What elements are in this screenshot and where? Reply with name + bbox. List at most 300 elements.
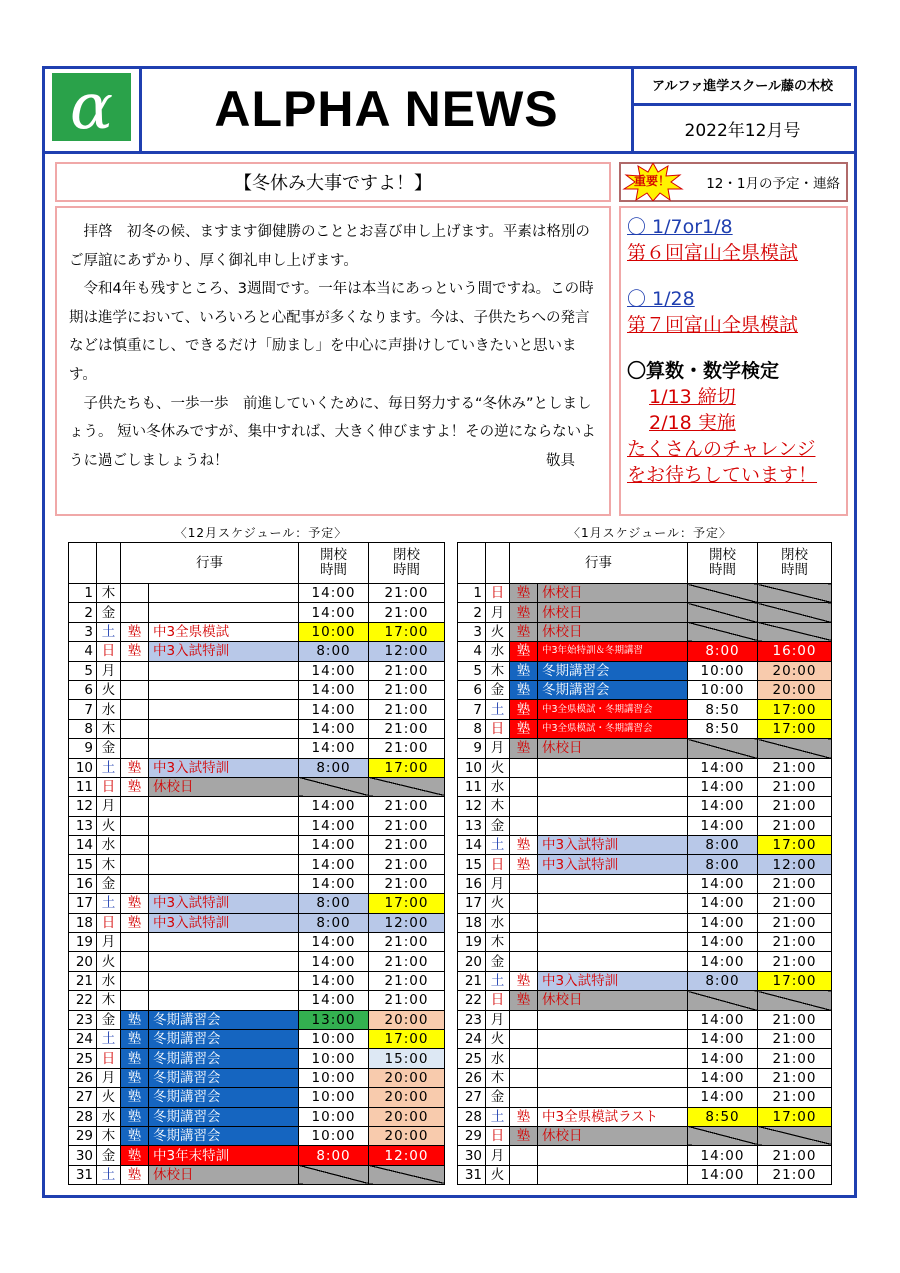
juku-cell [510, 1049, 538, 1068]
event-cell: 休校日 [149, 1165, 299, 1184]
open-time-cell: 10:00 [299, 1088, 369, 1107]
event-cell [538, 1088, 688, 1107]
table-row [69, 1068, 445, 1087]
table-row [458, 680, 832, 699]
table-row [458, 1165, 832, 1184]
close-time-cell: 21:00 [369, 952, 445, 971]
close-time-cell: 17:00 [758, 1107, 832, 1126]
weekday-cell: 木 [486, 933, 510, 952]
math-test-deadline: 1/13 締切 [649, 386, 736, 408]
day-cell: 5 [69, 661, 97, 680]
weekday-cell: 日 [486, 584, 510, 603]
spacer [627, 338, 840, 358]
close-time-cell: 21:00 [758, 1088, 832, 1107]
weekday-cell: 月 [486, 874, 510, 893]
important-badge: 重要！ [633, 174, 670, 188]
juku-cell [121, 816, 149, 835]
weekday-cell: 水 [97, 971, 121, 990]
weekday-cell: 月 [97, 661, 121, 680]
close-time-cell: 21:00 [369, 933, 445, 952]
weekday-cell: 月 [97, 1068, 121, 1087]
exam-name-1: 第６回富山全県模試 [627, 242, 799, 264]
weekday-cell: 火 [97, 816, 121, 835]
announcement-body [55, 206, 611, 516]
event-cell: 中3入試特訓 [538, 855, 688, 874]
close-time-cell: 21:00 [758, 1029, 832, 1048]
day-cell: 15 [69, 855, 97, 874]
juku-cell: 塾 [510, 991, 538, 1010]
weekday-cell: 月 [97, 933, 121, 952]
close-time-cell: 12:00 [758, 855, 832, 874]
event-cell [149, 719, 299, 738]
event-cell [538, 797, 688, 816]
event-cell: 休校日 [538, 622, 688, 641]
juku-cell: 塾 [121, 1010, 149, 1029]
header-open-line2: 時間 [709, 562, 736, 578]
announcement-paragraph-3 [69, 390, 597, 476]
day-cell: 16 [69, 874, 97, 893]
day-cell: 25 [458, 1049, 486, 1068]
weekday-cell: 日 [486, 855, 510, 874]
open-time-cell: 14:00 [688, 758, 758, 777]
weekday-cell: 火 [486, 1165, 510, 1184]
event-cell: 中3入試特訓 [538, 971, 688, 990]
weekday-cell: 水 [486, 777, 510, 796]
table-row [458, 584, 832, 603]
december-rows [69, 584, 445, 1185]
close-time-cell: 21:00 [369, 739, 445, 758]
table-row [69, 642, 445, 661]
header-close [369, 543, 445, 584]
open-time-cell: 14:00 [688, 797, 758, 816]
january-schedule-table [457, 542, 832, 1185]
juku-cell: 塾 [121, 622, 149, 641]
event-cell [149, 933, 299, 952]
juku-cell [121, 874, 149, 893]
close-time-cell: 21:00 [758, 816, 832, 835]
open-time-cell: 14:00 [299, 836, 369, 855]
weekday-cell: 土 [486, 1107, 510, 1126]
close-time-cell: 21:00 [758, 933, 832, 952]
event-cell [149, 797, 299, 816]
open-time-cell: 14:00 [688, 1049, 758, 1068]
weekday-cell: 金 [486, 680, 510, 699]
day-cell: 17 [69, 894, 97, 913]
header-close-line2: 時間 [781, 562, 808, 578]
weekday-cell: 土 [486, 700, 510, 719]
table-row [458, 855, 832, 874]
weekday-cell: 水 [486, 642, 510, 661]
weekday-cell: 火 [486, 622, 510, 641]
close-time-cell: 21:00 [369, 719, 445, 738]
juku-cell [510, 816, 538, 835]
logo-cell [42, 66, 142, 151]
close-time-cell: 20:00 [369, 1107, 445, 1126]
open-time-cell: 10:00 [299, 1029, 369, 1048]
day-cell: 4 [69, 642, 97, 661]
day-cell: 14 [458, 836, 486, 855]
open-time-cell: 14:00 [299, 797, 369, 816]
announcement-title: 【冬休み大事ですよ！】 [55, 162, 611, 202]
day-cell: 27 [458, 1088, 486, 1107]
announcement-paragraph-2: 令和4年も残すところ、3週間です。一年は本当にあっという間ですね。この時期は進学において、いろいろと心配事が多くなります。今は、子供たちへの発言などは慎重にし、できるだけ「励まし」を中心に声掛けしていきたいと思います。 [69, 281, 594, 383]
day-cell: 7 [458, 700, 486, 719]
header-close-line2: 時間 [393, 562, 420, 578]
open-time-cell: 8:00 [299, 894, 369, 913]
table-row [458, 1010, 832, 1029]
close-time-cell [369, 1165, 445, 1184]
close-time-cell: 17:00 [758, 719, 832, 738]
juku-cell: 塾 [510, 642, 538, 661]
table-row [458, 739, 832, 758]
juku-cell: 塾 [510, 1126, 538, 1145]
event-cell: 中3全県模試 [149, 622, 299, 641]
event-cell [149, 991, 299, 1010]
event-cell [149, 971, 299, 990]
header-weekday [97, 543, 121, 584]
close-time-cell: 21:00 [369, 816, 445, 835]
juku-cell [121, 603, 149, 622]
header [42, 66, 857, 154]
event-cell: 冬期講習会 [149, 1049, 299, 1068]
juku-cell: 塾 [121, 1088, 149, 1107]
event-cell [538, 952, 688, 971]
event-cell [538, 913, 688, 932]
weekday-cell: 土 [97, 622, 121, 641]
juku-cell: 塾 [121, 1029, 149, 1048]
table-row [69, 661, 445, 680]
day-cell: 10 [69, 758, 97, 777]
table-row [458, 971, 832, 990]
day-cell: 17 [458, 894, 486, 913]
event-cell: 冬期講習会 [538, 661, 688, 680]
table-row [458, 622, 832, 641]
juku-cell: 塾 [121, 1165, 149, 1184]
table-row [69, 1088, 445, 1107]
juku-cell: 塾 [510, 1107, 538, 1126]
open-time-cell: 14:00 [299, 603, 369, 622]
juku-cell: 塾 [121, 642, 149, 661]
event-cell: 休校日 [538, 991, 688, 1010]
event-cell [538, 1068, 688, 1087]
day-cell: 24 [69, 1029, 97, 1048]
day-cell: 11 [458, 777, 486, 796]
juku-cell [510, 1165, 538, 1184]
table-row [458, 797, 832, 816]
event-cell [149, 661, 299, 680]
event-cell: 休校日 [538, 584, 688, 603]
open-time-cell: 8:00 [688, 855, 758, 874]
weekday-cell: 日 [97, 777, 121, 796]
open-time-cell: 14:00 [299, 816, 369, 835]
table-row [69, 777, 445, 796]
juku-cell: 塾 [510, 603, 538, 622]
table-header-row [458, 543, 832, 584]
open-time-cell: 14:00 [688, 933, 758, 952]
close-time-cell: 17:00 [369, 758, 445, 777]
day-cell: 12 [458, 797, 486, 816]
table-row [69, 913, 445, 932]
juku-cell: 塾 [510, 719, 538, 738]
event-cell [538, 1010, 688, 1029]
close-time-cell [758, 584, 832, 603]
close-time-cell: 21:00 [758, 952, 832, 971]
weekday-cell: 木 [486, 661, 510, 680]
day-cell: 13 [458, 816, 486, 835]
weekday-cell: 土 [97, 758, 121, 777]
close-time-cell: 21:00 [758, 758, 832, 777]
day-cell: 16 [458, 874, 486, 893]
table-row [69, 1107, 445, 1126]
math-test-date: 2/18 実施 [649, 412, 736, 434]
open-time-cell: 14:00 [688, 874, 758, 893]
weekday-cell: 金 [97, 1146, 121, 1165]
table-row [69, 622, 445, 641]
table-row [69, 719, 445, 738]
juku-cell [510, 952, 538, 971]
close-time-cell: 12:00 [369, 1146, 445, 1165]
event-cell: 休校日 [149, 777, 299, 796]
weekday-cell: 金 [97, 739, 121, 758]
weekday-cell: 日 [486, 719, 510, 738]
open-time-cell: 10:00 [299, 1049, 369, 1068]
event-cell [538, 1049, 688, 1068]
weekday-cell: 日 [97, 913, 121, 932]
close-time-cell: 20:00 [758, 680, 832, 699]
close-time-cell: 17:00 [369, 1029, 445, 1048]
juku-cell [510, 933, 538, 952]
juku-cell: 塾 [121, 758, 149, 777]
event-cell [149, 700, 299, 719]
event-cell: 中3入試特訓 [149, 642, 299, 661]
table-row [458, 603, 832, 622]
open-time-cell: 14:00 [299, 933, 369, 952]
event-cell [149, 836, 299, 855]
day-cell: 23 [458, 1010, 486, 1029]
weekday-cell: 水 [97, 836, 121, 855]
open-time-cell: 14:00 [299, 680, 369, 699]
weekday-cell: 木 [97, 719, 121, 738]
sidebar-body [619, 206, 848, 516]
open-time-cell [688, 739, 758, 758]
event-cell: 休校日 [538, 1126, 688, 1145]
juku-cell: 塾 [121, 1146, 149, 1165]
day-cell: 7 [69, 700, 97, 719]
close-time-cell: 21:00 [758, 1165, 832, 1184]
math-test-note-1: たくさんのチャレンジ [627, 438, 816, 460]
juku-cell: 塾 [121, 1068, 149, 1087]
close-time-cell: 21:00 [758, 913, 832, 932]
open-time-cell [299, 777, 369, 796]
open-time-cell: 14:00 [688, 1068, 758, 1087]
open-time-cell: 14:00 [299, 874, 369, 893]
open-time-cell: 10:00 [299, 1068, 369, 1087]
header-close-line1: 閉校 [393, 547, 420, 563]
weekday-cell: 木 [486, 1068, 510, 1087]
event-cell [538, 758, 688, 777]
close-time-cell: 21:00 [369, 836, 445, 855]
close-time-cell: 21:00 [369, 991, 445, 1010]
close-time-cell: 21:00 [758, 1146, 832, 1165]
close-time-cell: 16:00 [758, 642, 832, 661]
juku-cell [510, 1029, 538, 1048]
juku-cell: 塾 [121, 1126, 149, 1145]
open-time-cell: 14:00 [688, 913, 758, 932]
event-cell: 中3入試特訓 [149, 758, 299, 777]
open-time-cell: 14:00 [299, 719, 369, 738]
open-time-cell: 10:00 [299, 1126, 369, 1145]
event-cell [149, 739, 299, 758]
weekday-cell: 水 [486, 1049, 510, 1068]
table-row [458, 719, 832, 738]
table-row [458, 894, 832, 913]
juku-cell: 塾 [121, 1107, 149, 1126]
table-row [458, 816, 832, 835]
juku-cell [121, 933, 149, 952]
event-cell [538, 1165, 688, 1184]
juku-cell [510, 758, 538, 777]
weekday-cell: 金 [486, 952, 510, 971]
open-time-cell [299, 1165, 369, 1184]
day-cell: 2 [69, 603, 97, 622]
open-time-cell: 8:00 [688, 836, 758, 855]
juku-cell: 塾 [121, 777, 149, 796]
day-cell: 2 [458, 603, 486, 622]
close-time-cell: 12:00 [369, 913, 445, 932]
day-cell: 21 [69, 971, 97, 990]
header-weekday [486, 543, 510, 584]
open-time-cell: 14:00 [688, 816, 758, 835]
table-row [69, 797, 445, 816]
day-cell: 29 [69, 1126, 97, 1145]
close-time-cell: 21:00 [369, 855, 445, 874]
weekday-cell: 火 [486, 758, 510, 777]
event-cell: 中3入試特訓 [149, 913, 299, 932]
header-day [69, 543, 97, 584]
close-time-cell [758, 739, 832, 758]
day-cell: 9 [458, 739, 486, 758]
close-time-cell: 12:00 [369, 642, 445, 661]
day-cell: 10 [458, 758, 486, 777]
weekday-cell: 火 [97, 952, 121, 971]
day-cell: 27 [69, 1088, 97, 1107]
weekday-cell: 土 [97, 1029, 121, 1048]
open-time-cell: 14:00 [299, 991, 369, 1010]
header-close [758, 543, 832, 584]
open-time-cell: 14:00 [299, 971, 369, 990]
table-row [458, 661, 832, 680]
event-cell [538, 1029, 688, 1048]
juku-cell [121, 836, 149, 855]
table-row [69, 700, 445, 719]
day-cell: 1 [458, 584, 486, 603]
weekday-cell: 火 [486, 1029, 510, 1048]
day-cell: 19 [69, 933, 97, 952]
juku-cell: 塾 [121, 894, 149, 913]
event-cell [538, 874, 688, 893]
close-time-cell [758, 603, 832, 622]
table-row [458, 1068, 832, 1087]
event-cell [149, 680, 299, 699]
event-cell [538, 1146, 688, 1165]
juku-cell: 塾 [510, 622, 538, 641]
weekday-cell: 土 [97, 894, 121, 913]
closing-word: 敬具 [546, 452, 575, 469]
close-time-cell: 21:00 [369, 971, 445, 990]
weekday-cell: 日 [97, 1049, 121, 1068]
table-row [458, 1088, 832, 1107]
spacer [627, 266, 840, 286]
weekday-cell: 土 [486, 971, 510, 990]
table-row [69, 758, 445, 777]
close-time-cell: 20:00 [369, 1088, 445, 1107]
weekday-cell: 月 [486, 739, 510, 758]
close-time-cell: 17:00 [369, 894, 445, 913]
weekday-cell: 月 [486, 603, 510, 622]
day-cell: 24 [458, 1029, 486, 1048]
juku-cell [121, 719, 149, 738]
event-cell [149, 952, 299, 971]
table-row [458, 913, 832, 932]
close-time-cell: 17:00 [758, 836, 832, 855]
weekday-cell: 金 [97, 1010, 121, 1029]
table-row [458, 991, 832, 1010]
juku-cell: 塾 [510, 584, 538, 603]
open-time-cell: 10:00 [299, 1107, 369, 1126]
event-cell: 中3全県模試・冬期講習会 [538, 700, 688, 719]
open-time-cell: 13:00 [299, 1010, 369, 1029]
day-cell: 19 [458, 933, 486, 952]
weekday-cell: 水 [97, 1107, 121, 1126]
day-cell: 28 [458, 1107, 486, 1126]
weekday-cell: 金 [97, 874, 121, 893]
juku-cell [121, 952, 149, 971]
close-time-cell: 21:00 [758, 1010, 832, 1029]
juku-cell: 塾 [121, 913, 149, 932]
open-time-cell: 14:00 [299, 700, 369, 719]
close-time-cell: 21:00 [369, 584, 445, 603]
event-cell: 冬期講習会 [149, 1126, 299, 1145]
close-time-cell: 21:00 [369, 661, 445, 680]
table-row [69, 1146, 445, 1165]
table-row [458, 874, 832, 893]
day-cell: 11 [69, 777, 97, 796]
table-row [458, 1126, 832, 1145]
juku-cell [510, 1146, 538, 1165]
open-time-cell: 14:00 [688, 952, 758, 971]
exam-name-2: 第７回富山全県模試 [627, 314, 799, 336]
open-time-cell: 14:00 [688, 1029, 758, 1048]
january-rows [458, 584, 832, 1185]
open-time-cell: 10:00 [688, 661, 758, 680]
school-name: アルファ進学スクール藤の木校 [634, 66, 851, 106]
event-cell [149, 816, 299, 835]
juku-cell [121, 680, 149, 699]
title-cell [142, 66, 634, 151]
open-time-cell: 14:00 [688, 1088, 758, 1107]
header-open [299, 543, 369, 584]
table-row [69, 816, 445, 835]
open-time-cell: 8:00 [299, 1146, 369, 1165]
event-cell: 冬期講習会 [149, 1010, 299, 1029]
juku-cell [121, 797, 149, 816]
day-cell: 18 [458, 913, 486, 932]
event-cell: 中3入試特訓 [149, 894, 299, 913]
exam-date-1: 〇 1/7or1/8 [627, 216, 733, 238]
table-row [69, 874, 445, 893]
open-time-cell: 14:00 [688, 1165, 758, 1184]
weekday-cell: 木 [486, 797, 510, 816]
